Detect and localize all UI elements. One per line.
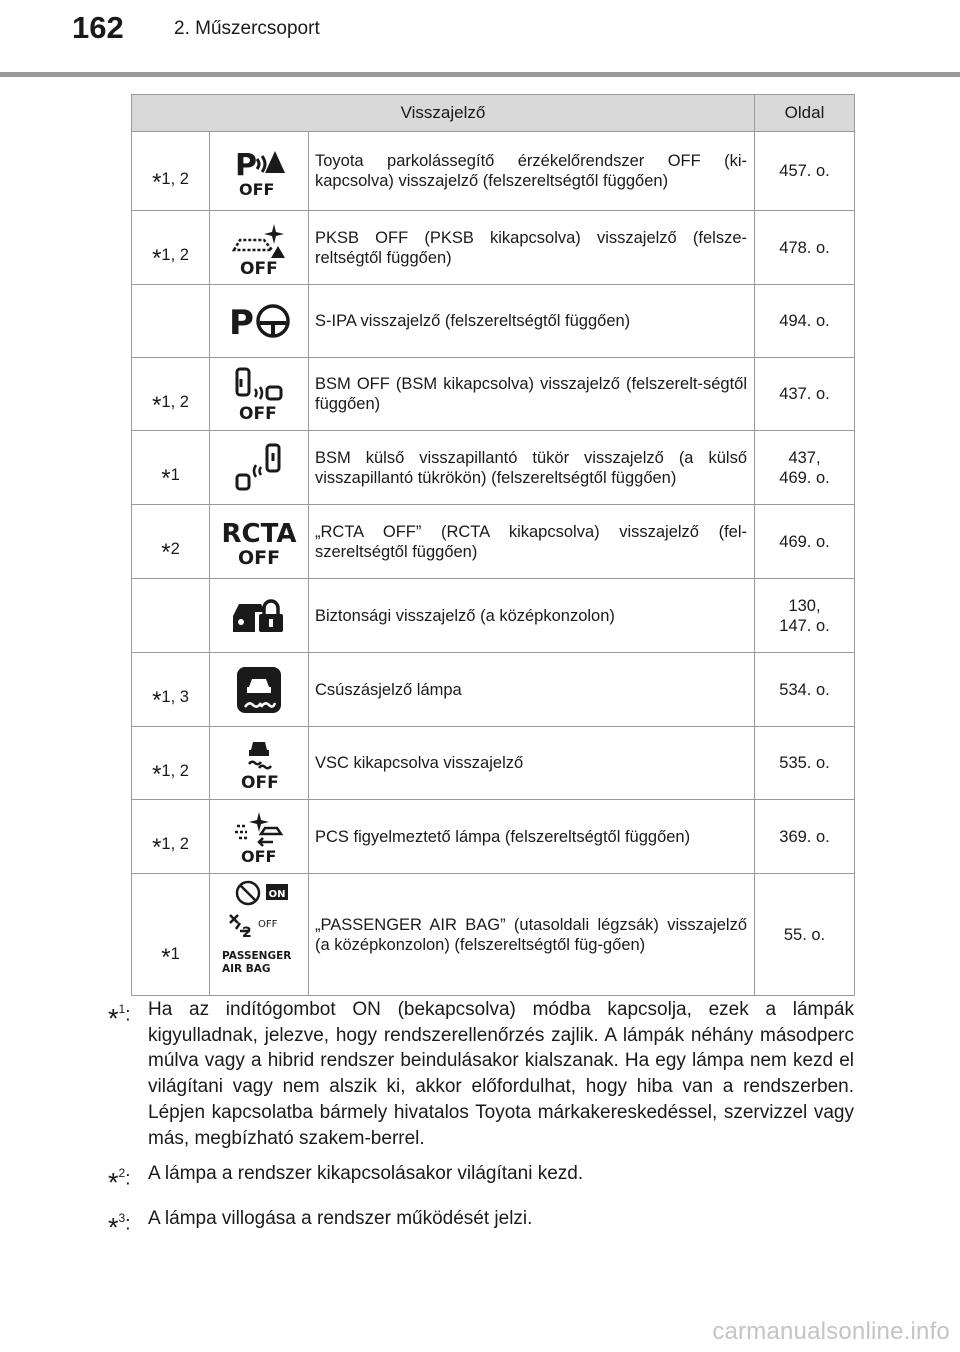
section-title: 2. Műszercsoport [174, 18, 320, 39]
svg-text:OFF: OFF [239, 180, 275, 197]
parking-sensor-off-icon [210, 132, 309, 211]
rcta-off-icon [210, 505, 309, 579]
footnote-mark [132, 727, 210, 800]
footnote-text: Ha az indítógombot ON (bekapcsolva) módba kapcsolja, ezek a lámpák kigyulladnak, jelezve, hogy rendszerellenőrzés zajlik. A lámpák néhány másodperc múlva vagy a hibrid rendszer beindulásakor kialszanak. Ha egy lámpa nem kezd el világítani vagy nem alszik ki, akkor előfordulhat, hogy hiba van a rendszerben. Lépjen kapcsolatba bármely hivatalos Toyota márkakereskedéssel, szervizzel vagy más, megbízható szakem-berrel. [148, 999, 854, 1149]
table-row [132, 874, 855, 996]
star-symbol: * [152, 391, 162, 419]
table-row [132, 431, 855, 505]
footnote-mark [132, 358, 210, 431]
footnotes [108, 997, 854, 1251]
passenger-airbag-icon [210, 874, 309, 996]
footnote-text: A lámpa villogása a rendszer működését jelzi. [148, 1208, 533, 1230]
footnote-ref: 1 [170, 945, 180, 963]
table-row [132, 800, 855, 874]
footnote-mark [132, 285, 210, 358]
row-description: S-IPA visszajelző (felszereltségtől függően) [309, 285, 755, 358]
page-number: 162 [72, 10, 124, 45]
table-header-row [132, 95, 855, 132]
footnote-ref: 1, 2 [161, 761, 189, 780]
header-rule [0, 72, 960, 77]
row-description: VSC kikapcsolva visszajelző [309, 727, 755, 800]
table-row [132, 653, 855, 727]
indicator-table [131, 94, 855, 996]
footnote-mark [132, 431, 210, 505]
svg-text:OFF: OFF [241, 773, 279, 790]
row-description: Toyota parkolássegítő érzékelőrendszer OFF (ki-kapcsolva) visszajelző (felszereltségtől függően) [309, 132, 755, 211]
table-row [132, 358, 855, 431]
pksb-off-icon [210, 211, 309, 285]
svg-text:OFF: OFF [258, 918, 278, 930]
header-indicator: Visszajelző [132, 95, 755, 132]
row-page-ref [755, 579, 855, 653]
row-page-ref-text: 130, 147. o. [779, 596, 830, 635]
table-row [132, 579, 855, 653]
star-symbol: * [161, 465, 171, 492]
row-page-ref: 437. o. [755, 358, 855, 431]
star-symbol: * [161, 539, 171, 566]
bsm-off-icon [210, 358, 309, 431]
row-page-ref-text: 437, 469. o. [779, 448, 830, 487]
footnote-key: *$^1$: [108, 1002, 131, 1034]
row-description: „PASSENGER AIR BAG” (utasoldali légzsák) visszajelző (a középkonzolon) (felszereltségtől füg-gően) [309, 874, 755, 996]
svg-text:OFF: OFF [240, 258, 278, 276]
pcs-warning-icon [210, 800, 309, 874]
table-row [132, 132, 855, 211]
row-description: BSM külső visszapillantó tükör visszajelző (a külső visszapillantó tükrökön) (felszereltségtől függően) [309, 431, 755, 505]
footnote-key: *$^2$: [108, 1166, 131, 1198]
footnote [108, 1206, 854, 1241]
row-description: Biztonsági visszajelző (a középkonzolon) [309, 579, 755, 653]
footnote [108, 1161, 854, 1196]
row-page-ref: 494. o. [755, 285, 855, 358]
header-page: Oldal [755, 95, 855, 132]
footnote-ref: 1 [170, 466, 180, 484]
security-indicator-icon [210, 579, 309, 653]
bsm-mirror-icon [210, 431, 309, 505]
row-description: BSM OFF (BSM kikapcsolva) visszajelző (felszerelt-ségtől függően) [309, 358, 755, 431]
star-symbol: * [152, 687, 162, 714]
star-symbol: * [152, 245, 162, 272]
svg-text:P: P [235, 148, 257, 183]
footnote-mark [132, 505, 210, 579]
table-row [132, 211, 855, 285]
footnote-key: *$^3$: [108, 1211, 131, 1243]
footnote-ref: 1, 2 [161, 169, 189, 188]
footnote-ref: 1, 2 [161, 835, 189, 853]
row-page-ref: 469. o. [755, 505, 855, 579]
row-description: PCS figyelmeztető lámpa (felszereltségtől függően) [309, 800, 755, 874]
table-row [132, 285, 855, 358]
svg-text:OFF: OFF [237, 546, 281, 568]
row-page-ref: 478. o. [755, 211, 855, 285]
watermark[interactable]: carmanualsonline.info [712, 1318, 950, 1345]
slip-indicator-icon [210, 653, 309, 727]
svg-text:AIR BAG: AIR BAG [222, 962, 271, 975]
star-symbol: * [161, 944, 171, 971]
row-page-ref: 55. o. [755, 874, 855, 996]
svg-text:2: 2 [242, 924, 252, 941]
star-symbol: * [152, 834, 162, 861]
s-ipa-icon [210, 285, 309, 358]
footnote-ref: 1, 2 [161, 392, 189, 411]
footnote-mark [132, 800, 210, 874]
svg-text:P: P [229, 303, 254, 343]
footnote-mark [132, 653, 210, 727]
footnote-text: A lámpa a rendszer kikapcsolásakor világítani kezd. [148, 1163, 584, 1185]
footnote-mark [132, 579, 210, 653]
row-page-ref: 457. o. [755, 132, 855, 211]
svg-text:PASSENGER: PASSENGER [222, 949, 292, 962]
row-description: Csúszásjelző lámpa [309, 653, 755, 727]
row-page-ref: 535. o. [755, 727, 855, 800]
footnote-mark [132, 211, 210, 285]
table-row [132, 727, 855, 800]
footnote [108, 997, 854, 1151]
footnote-ref: 1, 2 [161, 246, 189, 264]
vsc-off-icon [210, 727, 309, 800]
row-page-ref: 534. o. [755, 653, 855, 727]
footnote-mark [132, 132, 210, 211]
svg-text:ON: ON [268, 888, 286, 900]
footnote-ref: 2 [170, 540, 180, 558]
table-row [132, 505, 855, 579]
footnote-mark [132, 874, 210, 996]
row-description: PKSB OFF (PKSB kikapcsolva) visszajelző (felsze-reltségtől függően) [309, 211, 755, 285]
svg-text:RCTA: RCTA [221, 518, 297, 549]
star-symbol: * [152, 760, 162, 788]
star-symbol: * [152, 168, 162, 196]
row-description: „RCTA OFF” (RCTA kikapcsolva) visszajelző (fel-szereltségtől függően) [309, 505, 755, 579]
svg-text:OFF: OFF [241, 846, 277, 864]
row-page-ref [755, 431, 855, 505]
footnote-ref: 1, 3 [161, 688, 189, 706]
svg-text:OFF: OFF [239, 404, 277, 421]
row-page-ref: 369. o. [755, 800, 855, 874]
